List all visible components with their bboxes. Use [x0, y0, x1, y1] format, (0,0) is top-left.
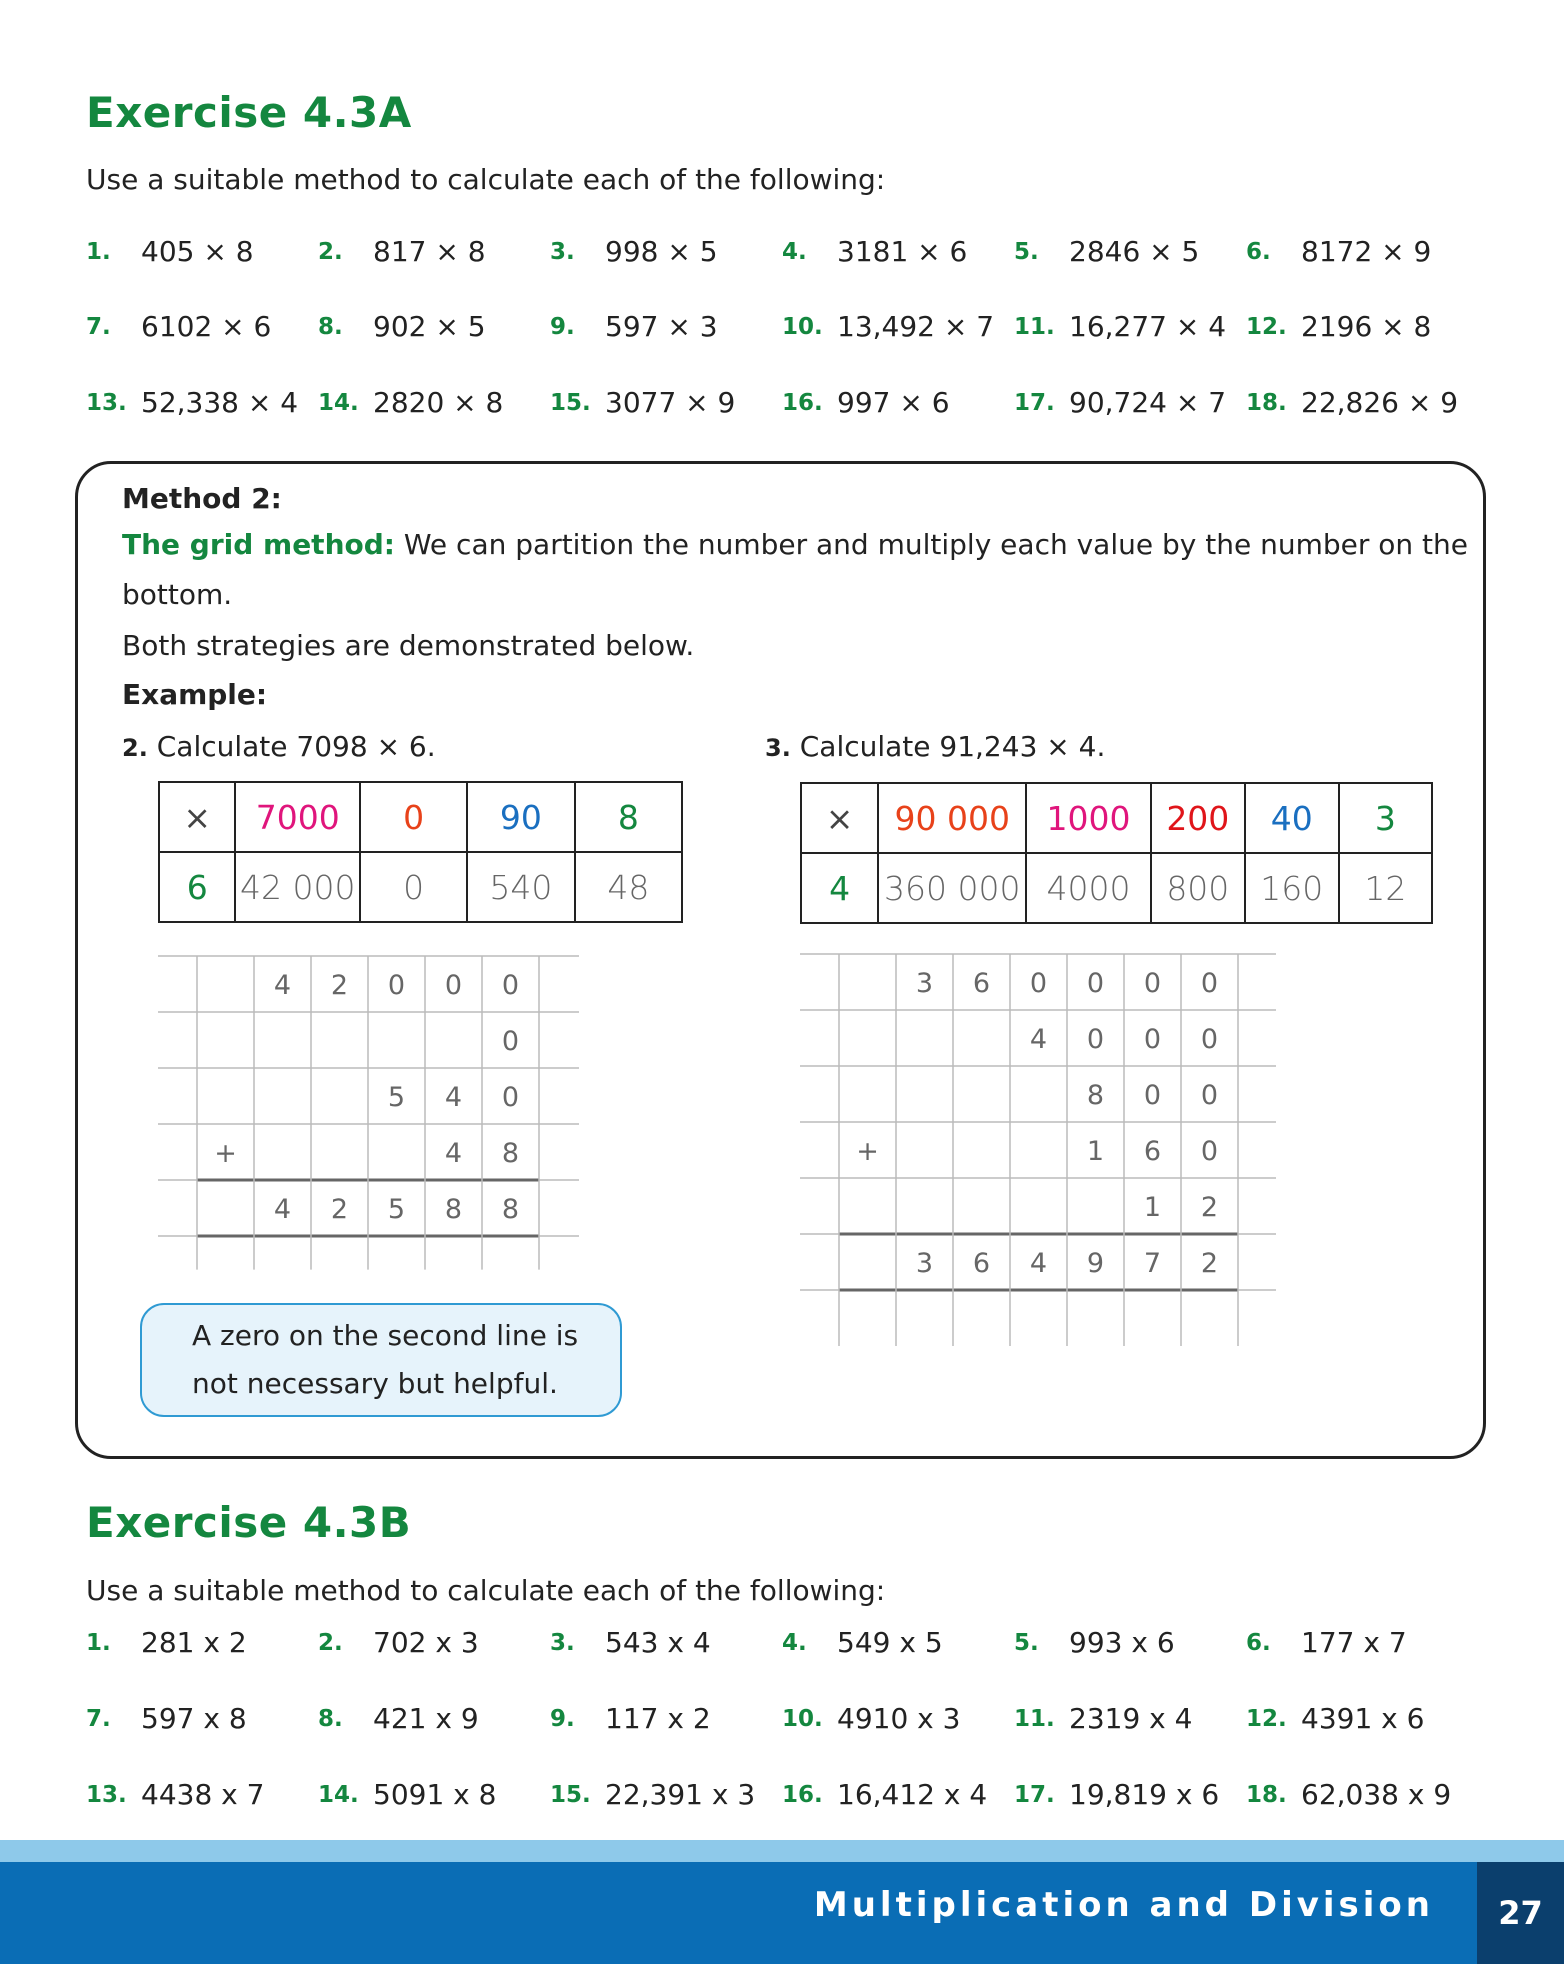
problem-number: 6. [1246, 1630, 1271, 1656]
grid-cell: 3 [1339, 783, 1432, 853]
digit: 4 [444, 1082, 463, 1113]
problem-number: 6. [1246, 239, 1271, 265]
problem-number: 16. [782, 390, 823, 416]
digit: 3 [915, 1248, 934, 1279]
digit: 0 [1143, 968, 1162, 999]
problem-number: 7. [86, 1706, 111, 1732]
problem-number: 17. [1014, 1782, 1055, 1808]
grid-cell: × [159, 782, 235, 852]
problem-number: 4. [782, 239, 807, 265]
problem-expression: 13,492 × 7 [837, 310, 995, 343]
problem-expression: 5091 x 8 [373, 1778, 497, 1811]
example-heading: Example: [122, 678, 268, 711]
grid-cell: 90 [467, 782, 575, 852]
digit: 5 [387, 1082, 406, 1113]
footer-chapter-title: Multiplication and Division [813, 1885, 1434, 1925]
grid-cell: 800 [1151, 853, 1245, 923]
problem-expression: 6102 × 6 [141, 310, 272, 343]
problem-expression: 543 x 4 [605, 1626, 711, 1659]
problem-expression: 2820 × 8 [373, 386, 504, 419]
problem-expression: 90,724 × 7 [1069, 386, 1227, 419]
grid-cell: 4000 [1026, 853, 1151, 923]
problem-expression: 405 × 8 [141, 235, 254, 268]
problem-number: 1. [86, 239, 111, 265]
grid-cell: 160 [1245, 853, 1339, 923]
column-addition-ex3-grid [800, 954, 1276, 1346]
problem-expression: 998 × 5 [605, 235, 718, 268]
digit: 5 [387, 1194, 406, 1225]
problem-number: 17. [1014, 390, 1055, 416]
grid-cell: 6 [159, 852, 235, 922]
problem-expression: 421 x 9 [373, 1702, 479, 1735]
grid-method-desc-1: We can partition the number and multiply each value by the number on the [394, 528, 1468, 561]
problem-number: 12. [1246, 314, 1287, 340]
problem-number: 13. [86, 1782, 127, 1808]
example-3-text: Calculate 91,243 × 4. [799, 730, 1106, 763]
problem-expression: 4391 x 6 [1301, 1702, 1425, 1735]
problem-number: 9. [550, 314, 575, 340]
example-2-text: Calculate 7098 × 6. [156, 730, 436, 763]
digit: 0 [1143, 1024, 1162, 1055]
note-line-1: A zero on the second line is [192, 1319, 579, 1352]
digit: 0 [1200, 1024, 1219, 1055]
grid-cell: × [801, 783, 878, 853]
problem-expression: 281 x 2 [141, 1626, 247, 1659]
digit: 8 [501, 1138, 520, 1169]
problem-number: 13. [86, 390, 127, 416]
problem-expression: 177 x 7 [1301, 1626, 1407, 1659]
problem-number: 8. [318, 314, 343, 340]
problem-number: 5. [1014, 239, 1039, 265]
problem-expression: 817 × 8 [373, 235, 486, 268]
problem-number: 12. [1246, 1706, 1287, 1732]
digit: 7 [1143, 1248, 1162, 1279]
example-3-number: 3. [765, 734, 791, 762]
problem-number: 5. [1014, 1630, 1039, 1656]
problem-number: 9. [550, 1706, 575, 1732]
digit: 2 [1200, 1192, 1219, 1223]
problem-number: 4. [782, 1630, 807, 1656]
problem-expression: 4910 x 3 [837, 1702, 961, 1735]
exercise-a-instruction: Use a suitable method to calculate each of the following: [86, 163, 886, 196]
digit: 0 [501, 1026, 520, 1057]
digit: 6 [1143, 1136, 1162, 1167]
problem-expression: 3077 × 9 [605, 386, 736, 419]
digit: 0 [1086, 968, 1105, 999]
digit: 2 [330, 970, 349, 1001]
grid-cell: 7000 [235, 782, 360, 852]
grid-cell: 0 [360, 852, 467, 922]
digit: 0 [1200, 968, 1219, 999]
digit: 0 [501, 970, 520, 1001]
problem-expression: 8172 × 9 [1301, 235, 1432, 268]
grid-cell: 0 [360, 782, 467, 852]
problem-number: 15. [550, 1782, 591, 1808]
digit: 0 [1143, 1080, 1162, 1111]
digit: 9 [1086, 1248, 1105, 1279]
problem-number: 10. [782, 1706, 823, 1732]
digit: 0 [1200, 1080, 1219, 1111]
problem-expression: 702 x 3 [373, 1626, 479, 1659]
column-addition-ex2-grid [158, 956, 579, 1270]
grid-cell: 4 [801, 853, 878, 923]
problem-expression: 4438 x 7 [141, 1778, 265, 1811]
plus-sign: + [214, 1138, 237, 1169]
problem-number: 11. [1014, 1706, 1055, 1732]
method-heading: Method 2: [122, 482, 282, 515]
grid-cell: 12 [1339, 853, 1432, 923]
problem-number: 18. [1246, 390, 1287, 416]
problem-expression: 902 × 5 [373, 310, 486, 343]
problem-number: 14. [318, 390, 359, 416]
problem-number: 14. [318, 1782, 359, 1808]
problem-number: 18. [1246, 1782, 1287, 1808]
digit: 1 [1143, 1192, 1162, 1223]
problem-expression: 52,338 × 4 [141, 386, 299, 419]
grid-cell: 42 000 [235, 852, 360, 922]
problem-expression: 2846 × 5 [1069, 235, 1200, 268]
digit: 6 [972, 968, 991, 999]
grid-cell: 8 [575, 782, 682, 852]
problem-number: 7. [86, 314, 111, 340]
digit: 0 [387, 970, 406, 1001]
digit: 8 [1086, 1080, 1105, 1111]
exercise-b-title: Exercise 4.3B [86, 1498, 412, 1547]
note-callout [140, 1303, 622, 1417]
digit: 4 [1029, 1248, 1048, 1279]
problem-expression: 997 × 6 [837, 386, 950, 419]
grid-cell: 540 [467, 852, 575, 922]
exercise-a-title: Exercise 4.3A [86, 88, 412, 137]
problem-expression: 16,412 x 4 [837, 1778, 988, 1811]
problem-number: 3. [550, 1630, 575, 1656]
note-line-2: not necessary but helpful. [192, 1367, 558, 1400]
both-strategies-text: Both strategies are demonstrated below. [122, 629, 695, 662]
grid-cell: 90 000 [878, 783, 1026, 853]
problem-number: 16. [782, 1782, 823, 1808]
problem-expression: 16,277 × 4 [1069, 310, 1227, 343]
problem-expression: 597 x 8 [141, 1702, 247, 1735]
problem-expression: 549 x 5 [837, 1626, 943, 1659]
digit: 4 [1029, 1024, 1048, 1055]
problem-number: 11. [1014, 314, 1055, 340]
problem-number: 10. [782, 314, 823, 340]
digit: 4 [273, 1194, 292, 1225]
problem-expression: 22,391 x 3 [605, 1778, 756, 1811]
grid-cell: 48 [575, 852, 682, 922]
footer-accent-bar [0, 1840, 1564, 1862]
problem-number: 1. [86, 1630, 111, 1656]
grid-cell: 1000 [1026, 783, 1151, 853]
problem-number: 2. [318, 239, 343, 265]
digit: 0 [501, 1082, 520, 1113]
problem-number: 2. [318, 1630, 343, 1656]
exercise-b-instruction: Use a suitable method to calculate each of the following: [86, 1574, 886, 1607]
grid-cell: 200 [1151, 783, 1245, 853]
problem-expression: 2196 × 8 [1301, 310, 1432, 343]
grid-cell: 360 000 [878, 853, 1026, 923]
problem-expression: 62,038 x 9 [1301, 1778, 1452, 1811]
digit: 0 [1200, 1136, 1219, 1167]
grid-method-label: The grid method: [122, 528, 395, 561]
digit: 2 [330, 1194, 349, 1225]
problem-expression: 597 × 3 [605, 310, 718, 343]
problem-expression: 19,819 x 6 [1069, 1778, 1220, 1811]
digit: 4 [273, 970, 292, 1001]
digit: 4 [444, 1138, 463, 1169]
digit: 0 [1086, 1024, 1105, 1055]
problem-expression: 22,826 × 9 [1301, 386, 1459, 419]
problem-expression: 993 x 6 [1069, 1626, 1175, 1659]
problem-number: 3. [550, 239, 575, 265]
example-2-number: 2. [122, 734, 148, 762]
digit: 0 [444, 970, 463, 1001]
digit: 8 [501, 1194, 520, 1225]
plus-sign: + [856, 1136, 879, 1167]
problem-expression: 3181 × 6 [837, 235, 968, 268]
digit: 6 [972, 1248, 991, 1279]
digit: 8 [444, 1194, 463, 1225]
problem-expression: 117 x 2 [605, 1702, 711, 1735]
grid-method-desc-2: bottom. [122, 578, 233, 611]
problem-number: 15. [550, 390, 591, 416]
digit: 2 [1200, 1248, 1219, 1279]
grid-cell: 40 [1245, 783, 1339, 853]
problem-expression: 2319 x 4 [1069, 1702, 1193, 1735]
digit: 0 [1029, 968, 1048, 999]
digit: 3 [915, 968, 934, 999]
page-number: 27 [1477, 1862, 1564, 1964]
problem-number: 8. [318, 1706, 343, 1732]
digit: 1 [1086, 1136, 1105, 1167]
